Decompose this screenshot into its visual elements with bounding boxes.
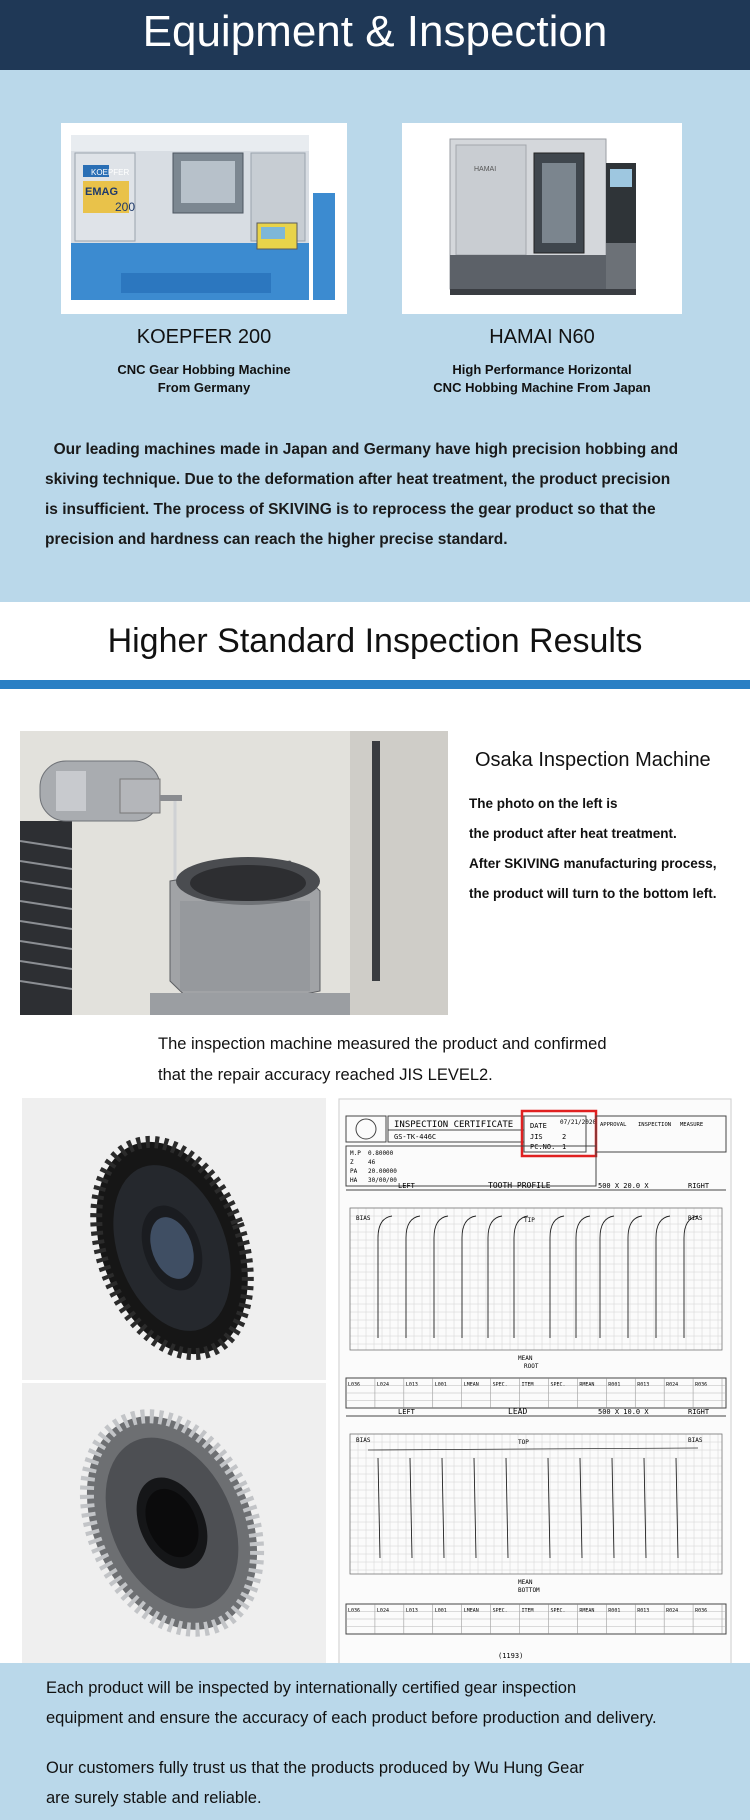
cert-table-header: ITEM (521, 1382, 534, 1388)
svg-text:MEAN: MEAN (518, 1355, 533, 1362)
svg-text:JIS: JIS (530, 1133, 543, 1141)
cert-table-header: SPEC. (550, 1382, 566, 1388)
svg-text:ROOT: ROOT (524, 1363, 539, 1370)
svg-text:1: 1 (562, 1143, 567, 1151)
cert-table-header: SPEC. (550, 1608, 566, 1614)
cert-table-header: R024 (666, 1608, 679, 1614)
cert-table-header: L024 (376, 1608, 389, 1614)
inspection-certificate (338, 1098, 732, 1668)
section-divider (0, 680, 750, 689)
closing-paragraph-2: Our customers fully trust us that the products produced by Wu Hung Gear are surely stable and reliable. (46, 1759, 585, 1807)
page-title: Equipment & Inspection (142, 7, 608, 56)
svg-text:GS-TK-446C: GS-TK-446C (394, 1133, 437, 1141)
svg-text:INSPECTION: INSPECTION (638, 1122, 672, 1128)
svg-text:APPROVAL: APPROVAL (600, 1122, 627, 1128)
inspection-section (0, 689, 750, 1732)
gear-photo-before (22, 1098, 326, 1380)
closing-section (0, 1663, 750, 1820)
cert-table-header: R001 (608, 1608, 621, 1614)
measurement-statement: The inspection machine measured the product and confirmed that the repair accuracy reached JIS LEVEL2. (158, 1035, 607, 1084)
cert-table-header: SPEC. (492, 1608, 508, 1614)
svg-text:LEFT: LEFT (398, 1408, 415, 1416)
koepfer-machine-photo (61, 123, 347, 314)
cert-table-header: LMEAN (463, 1608, 479, 1614)
equipment-section (0, 70, 750, 602)
cert-table-header: LMEAN (463, 1382, 479, 1388)
cert-table-header: R001 (608, 1382, 621, 1388)
cert-table-header: L013 (405, 1608, 418, 1614)
svg-text:LEAD: LEAD (508, 1407, 528, 1416)
cert-table-header: R036 (695, 1382, 708, 1388)
osaka-description: The photo on the left is the product after heat treatment. After SKIVING manufacturing process, the product will turn to the bottom left. (469, 796, 717, 901)
svg-text:2: 2 (562, 1133, 567, 1141)
osaka-title: Osaka Inspection Machine (475, 749, 711, 771)
hamai-machine-photo (402, 123, 682, 314)
cert-table-header: L013 (405, 1382, 418, 1388)
cert-table-header: ITEM (521, 1608, 534, 1614)
svg-text:RIGHT: RIGHT (688, 1182, 710, 1190)
svg-text:KOEPFER: KOEPFER (91, 168, 130, 177)
osaka-machine-photo (20, 731, 448, 1015)
svg-text:TOOTH PROFILE: TOOTH PROFILE (488, 1181, 551, 1190)
cert-table-header: R013 (637, 1382, 650, 1388)
machine-description: High Performance Horizontal CNC Hobbing Machine From Japan (433, 362, 651, 395)
svg-text:LEFT: LEFT (398, 1182, 415, 1190)
cert-table-header: RMEAN (579, 1608, 595, 1614)
cert-table-header: R013 (637, 1608, 650, 1614)
svg-text:(1193): (1193) (498, 1652, 524, 1660)
cert-table-header: L001 (434, 1382, 447, 1388)
svg-text:PC.NO.: PC.NO. (530, 1143, 556, 1151)
page-header (0, 0, 750, 70)
machine-name: KOEPFER 200 (136, 326, 272, 348)
svg-text:MEAN: MEAN (518, 1579, 533, 1586)
svg-text:500 X 20.0 X: 500 X 20.0 X (598, 1182, 649, 1190)
machine-name: HAMAI N60 (489, 326, 595, 348)
cert-param-label: PA (350, 1168, 358, 1175)
svg-text:MEASURE: MEASURE (680, 1122, 704, 1128)
svg-text:07/21/2020: 07/21/2020 (560, 1119, 597, 1126)
svg-text:200: 200 (115, 200, 136, 214)
results-title: Higher Standard Inspection Results (107, 622, 643, 660)
svg-text:BIAS: BIAS (688, 1215, 703, 1222)
machine-hamai (402, 123, 682, 397)
cert-table-header: L036 (348, 1382, 361, 1388)
cert-table-header: R036 (695, 1608, 708, 1614)
svg-text:BIAS: BIAS (688, 1437, 703, 1444)
machine-description: CNC Gear Hobbing Machine From Germany (117, 362, 291, 395)
svg-text:EMAG: EMAG (85, 186, 118, 198)
machine-koepfer (61, 123, 347, 397)
cert-table-header: L024 (376, 1382, 389, 1388)
svg-text:500 X 10.0 X: 500 X 10.0 X (598, 1408, 649, 1416)
svg-text:BIAS: BIAS (356, 1437, 371, 1444)
cert-table-header: SPEC. (492, 1382, 508, 1388)
svg-text:RIGHT: RIGHT (688, 1408, 710, 1416)
cert-param-value: 0.80000 (368, 1150, 394, 1157)
svg-text:HAMAI: HAMAI (474, 166, 497, 173)
equipment-paragraph: Our leading machines made in Japan and Germany have high precision hobbing and skiving technique. Due to the deformation after heat treatment, the product precision is insufficient. The process of SKIVING is to reprocess the gear product so that the precision and hardness can reach the higher precise standard. (45, 441, 679, 548)
cert-param-label: Z (350, 1159, 354, 1166)
cert-table-header: RMEAN (579, 1382, 595, 1388)
cert-param-value: 20.00000 (368, 1168, 397, 1175)
results-header (0, 602, 750, 680)
svg-text:BIAS: BIAS (356, 1215, 371, 1222)
svg-text:INSPECTION CERTIFICATE: INSPECTION CERTIFICATE (394, 1120, 514, 1130)
cert-param-value: 46 (368, 1159, 376, 1166)
cert-param-label: M.P (350, 1150, 361, 1157)
cert-table-header: L001 (434, 1608, 447, 1614)
gear-photo-after (22, 1383, 326, 1667)
svg-text:BOTTOM: BOTTOM (518, 1587, 540, 1594)
cert-param-label: HA (350, 1177, 358, 1184)
closing-paragraph-1: Each product will be inspected by internationally certified gear inspection equipment and ensure the accuracy of each product before production and delivery. (46, 1679, 657, 1727)
cert-table-header: L036 (348, 1608, 361, 1614)
svg-text:TOP: TOP (518, 1439, 529, 1446)
cert-table-header: R024 (666, 1382, 679, 1388)
cert-param-value: 30/00/00 (368, 1177, 397, 1184)
svg-text:TIP: TIP (524, 1217, 535, 1224)
svg-text:DATE: DATE (530, 1122, 547, 1130)
